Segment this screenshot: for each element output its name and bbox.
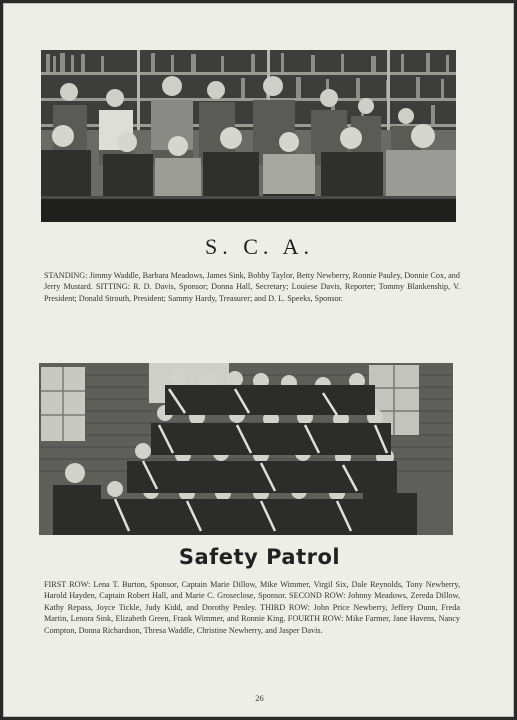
- safety-patrol-group-photo: [39, 363, 453, 535]
- yearbook-page: [3, 3, 514, 717]
- sca-group-photo: [41, 50, 456, 222]
- safety-patrol-title: Safety Patrol: [178, 545, 341, 569]
- safety-patrol-caption: FIRST ROW: Lena T. Burton, Sponsor, Captain Marie Dillow, Mike Wimmer, Virgil Six, Dale Reynolds, Tony Newberry, Harold Hayden, Captain Robert Hall, and Marie C. Groseclose, Sponsor. SECOND ROW: Johnny Meadows, Zereda Dillow, Kathy Repass, Joyce Tickle, Judy Kidd, and Dorothy Penley. THIRD ROW: John Price Newberry, Jeffery Dunn, Freda Martin, Lenora Sink, Elizabeth Green, Frank Wimmer, and Ronnie King. FOURTH ROW: Mike Farmer, Jane Havens, Nancy Compton, Donna Richardson, Thresa Waddle, Christine Newberry, and Jasper Davis.: [44, 580, 460, 635]
- sca-caption: STANDING: Jimmy Waddle, Barbara Meadows, James Sink, Bobby Taylor, Betty Newberry, Ronnie Pauley, Donnie Cox, and Jerry Mustard. SITTING: R. D. Davis, Sponsor; Donna Hall, Secretary; Louiese Davis, Reporter; Tommy Blankenship, V. President; Donald Strouth, President; Sammy Hardy, Treasurer; and D. L. Speeks, Sponsor.: [44, 271, 460, 303]
- sca-photo-graphic: [41, 50, 456, 222]
- patrol-photo-graphic: [39, 363, 453, 535]
- sca-title: S. C. A.: [204, 234, 315, 259]
- table-graphic: [41, 196, 456, 222]
- page-number: 26: [255, 693, 264, 703]
